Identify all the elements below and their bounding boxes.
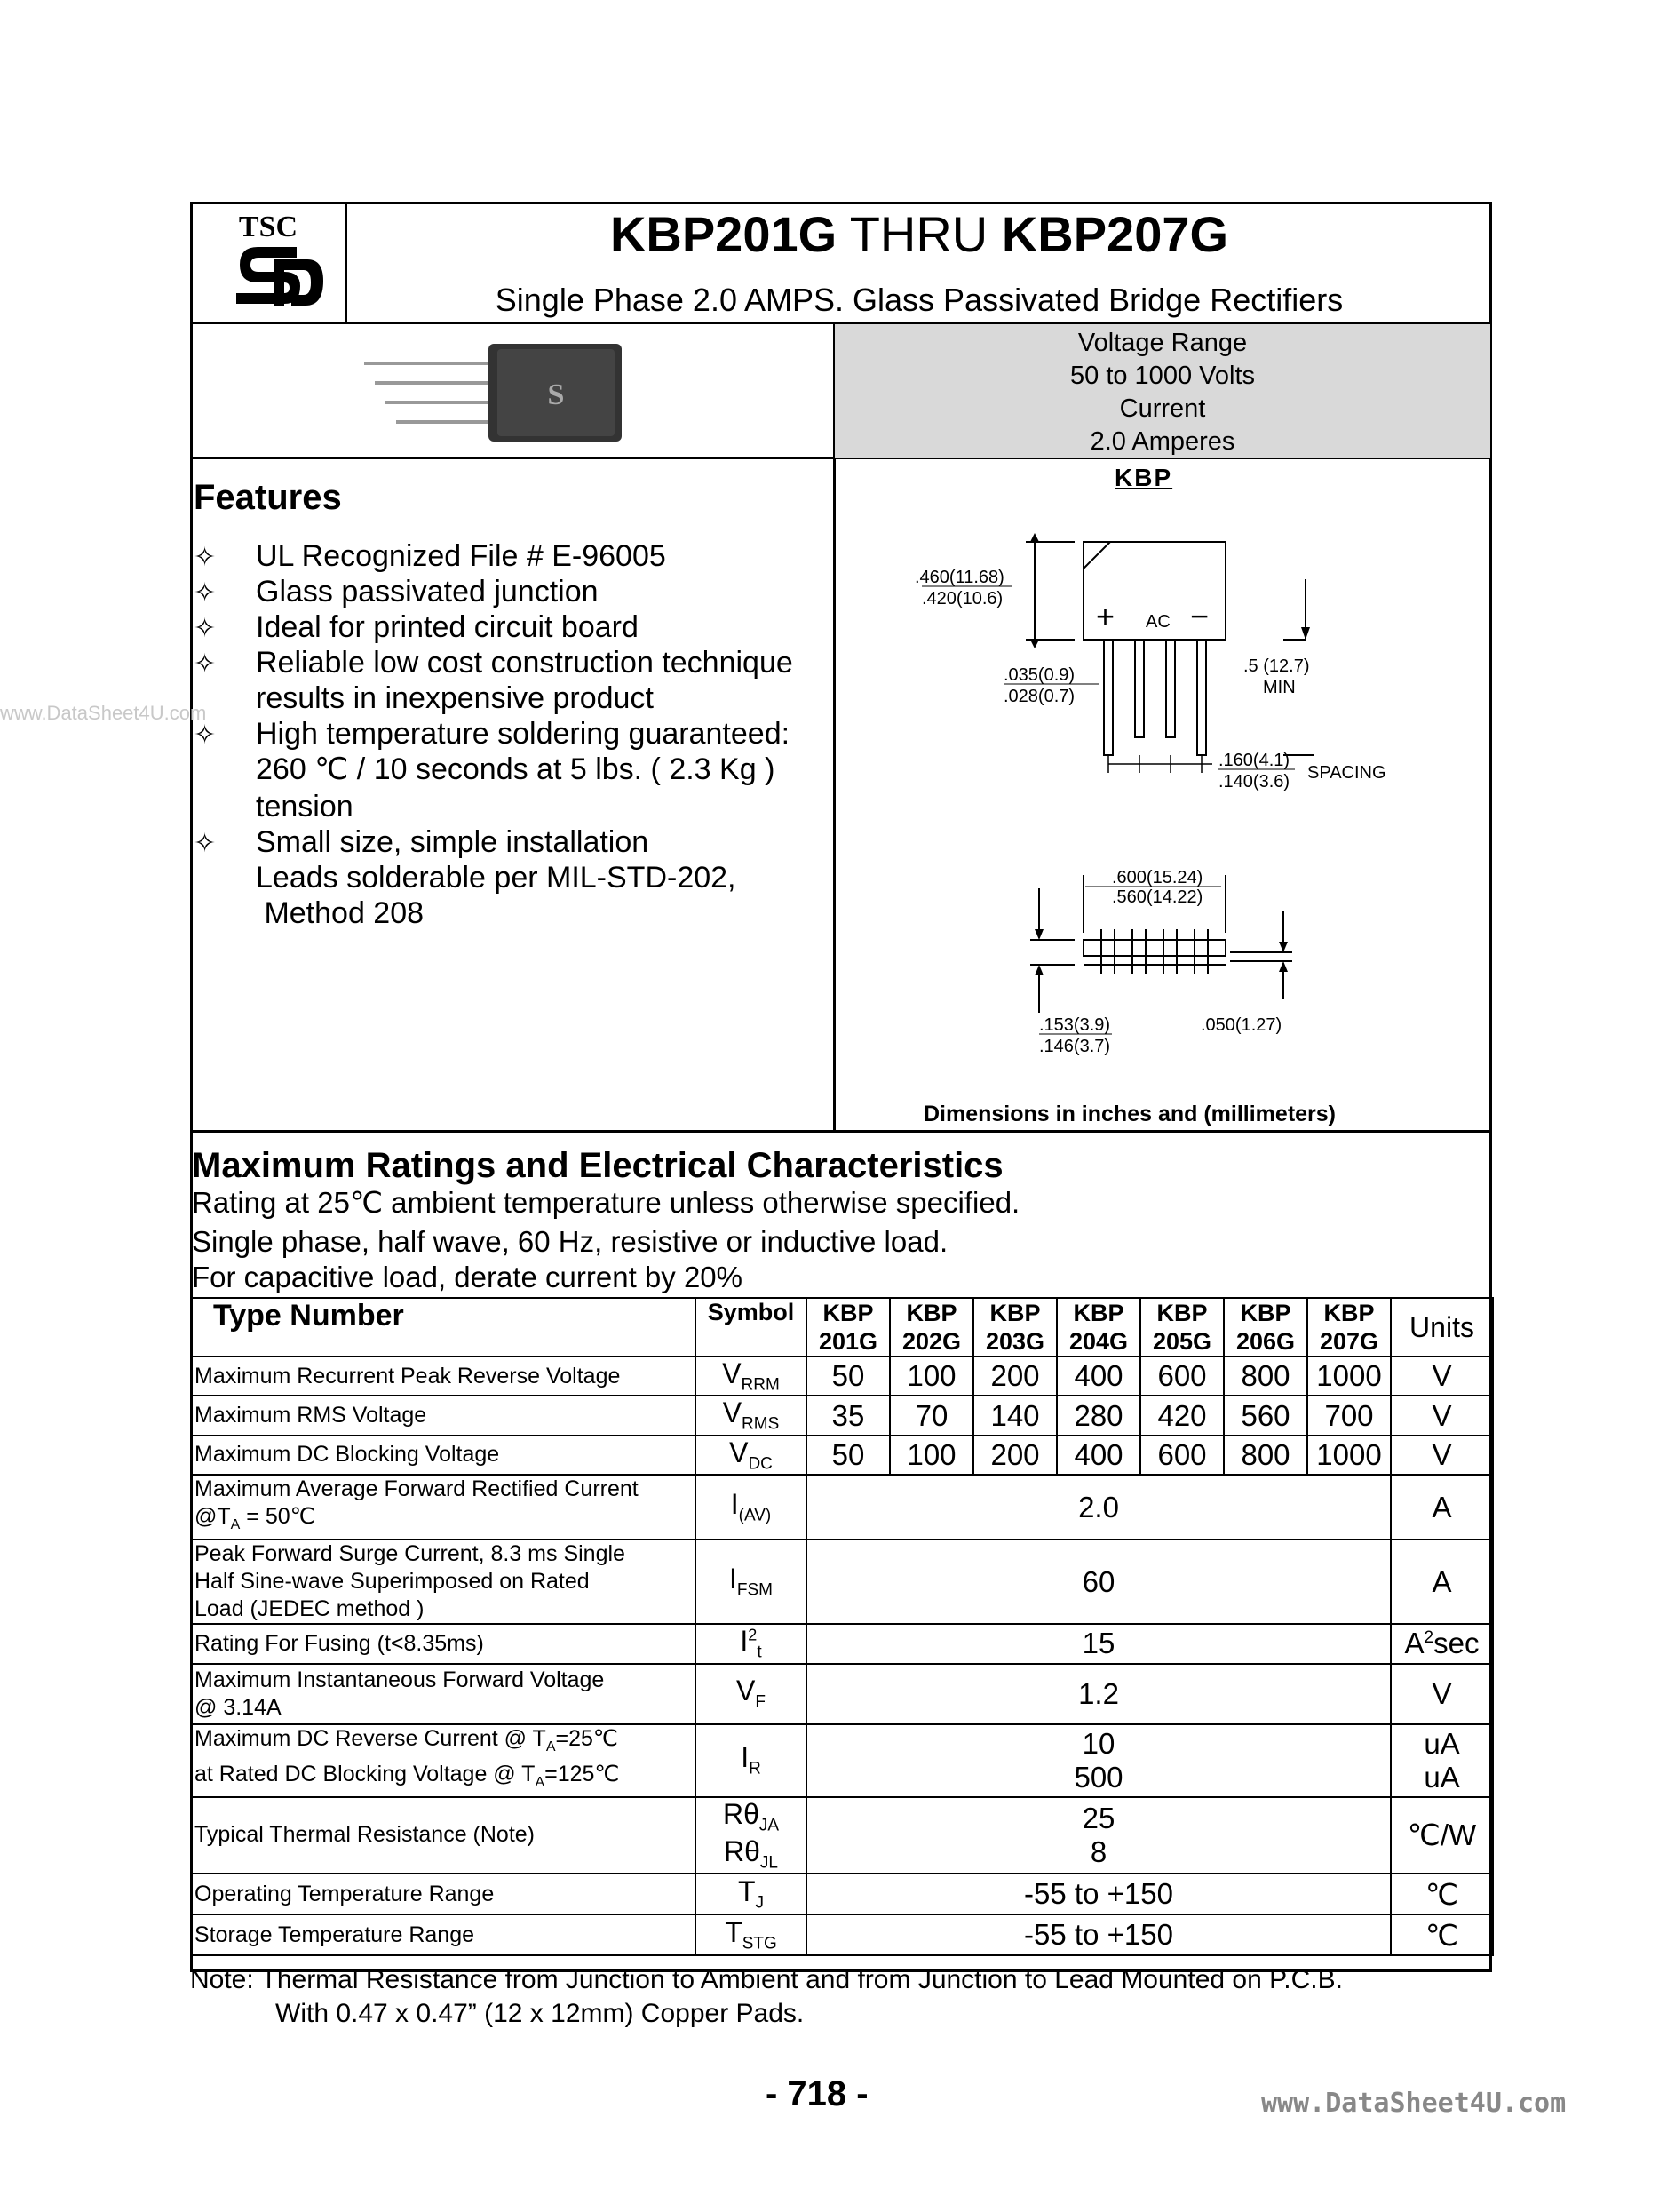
value-cell (806, 1475, 1391, 1540)
value-cell: 1000 (1307, 1357, 1391, 1396)
unit-cell (1391, 1396, 1493, 1435)
value-cell: 420 (1140, 1396, 1224, 1435)
symbol-cell (695, 1914, 806, 1955)
header-model (890, 1298, 973, 1357)
symbol-sub: RRM (741, 1375, 780, 1395)
value-text: 10 (1082, 1726, 1115, 1760)
desc-text: Maximum RMS Voltage (194, 1403, 427, 1428)
desc-text: at Rated DC Blocking Voltage @ T (194, 1761, 536, 1786)
unit-text: ℃ (1425, 1918, 1459, 1952)
unit-cell (1391, 1797, 1493, 1874)
symbol-main: V (722, 1396, 742, 1429)
row-description (191, 1624, 695, 1663)
desc-text: @T (194, 1504, 231, 1530)
desc-rest: =25℃ (555, 1725, 618, 1751)
unit-text: ℃/W (1407, 1818, 1477, 1852)
feature-item (194, 895, 424, 931)
desc-line (194, 1667, 692, 1694)
desc-line (194, 1630, 692, 1658)
model-suffix: 206G (1235, 1328, 1296, 1355)
unit-text: A (1404, 1627, 1425, 1660)
desc-line (194, 1595, 692, 1623)
feature-text: Method 208 (256, 896, 425, 930)
value-cell (806, 1914, 1391, 1955)
unit-cell (1391, 1357, 1493, 1396)
value-text: 1.2 (1078, 1676, 1119, 1710)
feature-text: 260 ℃ / 10 seconds at 5 lbs. ( 2.3 Kg ) (256, 752, 775, 786)
table-row (191, 1357, 1493, 1396)
desc-text: Storage Temperature Range (194, 1922, 475, 1947)
value-cell: 400 (1057, 1436, 1140, 1475)
feature-item (194, 824, 648, 862)
feature-text: Ideal for printed circuit board (256, 610, 639, 644)
unit-sup: 2 (1424, 1628, 1434, 1648)
table-row (191, 1624, 1493, 1663)
footnote-line-1: Note: Thermal Resistance from Junction to Ambient and from Junction to Lead Mounted on P.C.B. (190, 1965, 1343, 1994)
desc-line (194, 1402, 692, 1429)
symbol-sub: DC (748, 1454, 773, 1474)
tsc-logo (192, 204, 345, 320)
symbol-sub: (AV) (738, 1506, 772, 1525)
bullet-icon: ✧ (194, 614, 217, 643)
footnote (190, 1963, 1343, 2031)
package-name: KBP (1115, 464, 1173, 491)
table-row (191, 1475, 1493, 1540)
value-cell: 35 (806, 1396, 890, 1435)
desc-rest: = 50℃ (240, 1504, 315, 1530)
unit-cell (1391, 1664, 1493, 1724)
value-cell (806, 1874, 1391, 1914)
svg-text:−: − (1190, 598, 1210, 634)
symbol-main: T (737, 1875, 756, 1908)
value-cell: 50 (806, 1436, 890, 1475)
header-symbol: Symbol (695, 1298, 806, 1357)
svg-text:.146(3.7): .146(3.7) (1039, 1037, 1111, 1056)
bullet-icon: ✧ (194, 649, 217, 679)
watermark-left: www.DataSheet4U.com (0, 702, 207, 724)
row-description (191, 1396, 695, 1435)
unit-text: V (1432, 1359, 1452, 1393)
desc-line (194, 1881, 692, 1908)
symbol-main: I (740, 1625, 749, 1658)
desc-line (194, 1363, 692, 1390)
feature-text: Leads solderable per MIL-STD-202, (256, 861, 736, 895)
value-cell: 560 (1224, 1396, 1307, 1435)
desc-text: Rating For Fusing (t<8.35ms) (194, 1630, 484, 1656)
feature-text: High temperature soldering guaranteed: (256, 717, 790, 751)
page-subtitle: Single Phase 2.0 AMPS. Glass Passivated Bridge Rectifiers (495, 282, 1344, 318)
feature-text: Reliable low cost construction technique (256, 646, 793, 680)
desc-text: Half Sine-wave Superimposed on Rated (194, 1569, 590, 1595)
desc-line (194, 1821, 692, 1849)
model-suffix: 204G (1068, 1328, 1129, 1355)
svg-text:AC: AC (1146, 612, 1171, 632)
model-suffix: 205G (1152, 1328, 1212, 1355)
value-cell: 200 (973, 1436, 1057, 1475)
svg-text:+: + (1096, 598, 1115, 634)
symbol-cell (695, 1664, 806, 1724)
feature-item (194, 609, 639, 647)
value-cell (806, 1797, 1391, 1874)
dimensions-caption: Dimensions in inches and (millimeters) (924, 1102, 1337, 1126)
svg-text:S: S (547, 378, 565, 411)
svg-text:.5 (12.7): .5 (12.7) (1243, 656, 1310, 676)
model-prefix: KBP (822, 1300, 874, 1326)
value-cell (806, 1664, 1391, 1724)
svg-text:.460(11.68): .460(11.68) (915, 568, 1004, 587)
svg-text:.028(0.7): .028(0.7) (1004, 687, 1076, 706)
value-text: -55 to +150 (1024, 1877, 1173, 1911)
model-prefix: KBP (1323, 1300, 1375, 1326)
header-model (1057, 1298, 1140, 1357)
symbol-main: I (741, 1741, 750, 1774)
component-image (364, 333, 648, 453)
unit-cell (1391, 1624, 1493, 1663)
feature-item (194, 680, 654, 716)
features-divider (190, 1130, 1492, 1133)
value-cell: 800 (1224, 1436, 1307, 1475)
svg-text:MIN: MIN (1263, 678, 1296, 697)
symbol-sub: FSM (736, 1580, 773, 1600)
table-row (191, 1436, 1493, 1475)
value-text: 25 (1082, 1801, 1115, 1834)
ratings-table (190, 1297, 1494, 1956)
desc-text: Maximum Recurrent Peak Reverse Voltage (194, 1363, 621, 1388)
value-cell: 700 (1307, 1396, 1391, 1435)
desc-sub: A (230, 1517, 241, 1533)
svg-text:.140(3.6): .140(3.6) (1218, 772, 1290, 792)
symbol-sub: JL (759, 1853, 778, 1873)
desc-text: Maximum Instantaneous Forward Voltage (194, 1667, 605, 1692)
unit-text: V (1432, 1398, 1452, 1432)
unit-rest: sec (1433, 1627, 1480, 1660)
watermark-footer: www.DataSheet4U.com (1261, 2088, 1567, 2119)
unit-text: uA (1424, 1726, 1460, 1760)
svg-text:.600(15.24): .600(15.24) (1112, 868, 1203, 887)
symbol-sub: RMS (742, 1414, 780, 1434)
symbol-main: I (730, 1488, 739, 1521)
ratings-title: Maximum Ratings and Electrical Characteristics (192, 1146, 1004, 1185)
value-cell: 70 (890, 1396, 973, 1435)
voltage-range-label: Voltage Range (1077, 329, 1248, 357)
header-units: Units (1391, 1298, 1493, 1357)
symbol-main: V (729, 1436, 749, 1468)
svg-text:.160(4.1): .160(4.1) (1218, 751, 1290, 770)
bullet-icon: ✧ (194, 543, 217, 572)
svg-text:.420(10.6): .420(10.6) (922, 589, 1004, 609)
desc-line (194, 1922, 692, 1949)
symbol-cell (695, 1357, 806, 1396)
table-row (191, 1874, 1493, 1914)
value-cell: 600 (1140, 1436, 1224, 1475)
table-row (191, 1914, 1493, 1955)
value-cell: 400 (1057, 1357, 1140, 1396)
symbol-cell (695, 1436, 806, 1475)
row-description (191, 1475, 695, 1540)
desc-text: Operating Temperature Range (194, 1881, 495, 1906)
unit-text: A (1432, 1564, 1452, 1598)
symbol-sup: 2 (748, 1626, 758, 1644)
symbol-cell (695, 1874, 806, 1914)
header-model (806, 1298, 890, 1357)
page-title: KBP201G THRU KBP207G (609, 206, 1229, 262)
model-prefix: KBP (906, 1300, 957, 1326)
symbol-main: Rθ (722, 1797, 759, 1830)
unit-cell (1391, 1724, 1493, 1797)
desc-text: Typical Thermal Resistance (Note) (194, 1822, 536, 1848)
desc-text: @ 3.14A (194, 1694, 282, 1720)
desc-sub: A (535, 1774, 545, 1790)
value-cell: 800 (1224, 1357, 1307, 1396)
dimension-drawing (888, 515, 1421, 1075)
desc-line (194, 1694, 692, 1722)
model-suffix: 202G (901, 1328, 962, 1355)
value-text: 2.0 (1078, 1490, 1119, 1524)
desc-text: Peak Forward Surge Current, 8.3 ms Single (194, 1541, 625, 1567)
svg-text:.153(3.9): .153(3.9) (1039, 1015, 1111, 1035)
unit-text: A (1432, 1490, 1452, 1524)
feature-text: UL Recognized File # E-96005 (256, 539, 666, 573)
unit-cell (1391, 1874, 1493, 1914)
symbol-cell (695, 1540, 806, 1624)
feature-text: Small size, simple installation (256, 825, 649, 859)
desc-rest: =125℃ (544, 1761, 620, 1786)
value-cell: 140 (973, 1396, 1057, 1435)
feature-item (194, 538, 666, 576)
model-prefix: KBP (989, 1300, 1041, 1326)
unit-cell (1391, 1540, 1493, 1624)
model-prefix: KBP (1240, 1300, 1291, 1326)
table-row (191, 1797, 1493, 1874)
feature-text: results in inexpensive product (256, 681, 654, 715)
feature-item (194, 574, 599, 611)
symbol-main: I (729, 1563, 737, 1595)
row-description (191, 1724, 695, 1797)
symbol-cell (695, 1624, 806, 1663)
range-box (835, 324, 1490, 458)
row-description (191, 1357, 695, 1396)
feature-item (194, 789, 353, 824)
value-cell (806, 1624, 1391, 1663)
model-suffix: 203G (985, 1328, 1045, 1355)
value-cell: 100 (890, 1357, 973, 1396)
features-title: Features (194, 478, 342, 517)
value-text: 8 (1090, 1834, 1107, 1868)
value-cell: 600 (1140, 1357, 1224, 1396)
symbol-main: V (722, 1357, 742, 1389)
symbol-main: V (736, 1675, 756, 1707)
header-model (1224, 1298, 1307, 1357)
model-prefix: KBP (1156, 1300, 1208, 1326)
value-text: -55 to +150 (1024, 1918, 1173, 1952)
svg-text:.050(1.27): .050(1.27) (1201, 1015, 1282, 1035)
voltage-range-value: 50 to 1000 Volts (1070, 362, 1255, 390)
symbol-main: Rθ (724, 1834, 760, 1867)
symbol-sub: STG (742, 1934, 777, 1953)
symbol-cell (695, 1724, 806, 1797)
unit-cell (1391, 1914, 1493, 1955)
desc-text: Maximum Average Forward Rectified Current (194, 1476, 639, 1502)
header-type-number: Type Number (191, 1298, 695, 1357)
svg-text:.560(14.22): .560(14.22) (1112, 887, 1203, 907)
feature-item (194, 860, 736, 895)
page-number: - 718 - (766, 2074, 869, 2113)
row-description (191, 1436, 695, 1475)
bullet-icon: ✧ (194, 578, 217, 608)
value-text: 15 (1082, 1627, 1115, 1660)
symbol-sub: t (757, 1643, 762, 1662)
table-row (191, 1396, 1493, 1435)
symbol-sub: R (749, 1759, 761, 1778)
header-model (1140, 1298, 1224, 1357)
feature-text: Glass passivated junction (256, 575, 599, 609)
value-cell (806, 1540, 1391, 1624)
value-cell: 280 (1057, 1396, 1140, 1435)
row-description (191, 1914, 695, 1955)
feature-item (194, 716, 790, 753)
ratings-note-3: For capacitive load, derate current by 20% (192, 1261, 742, 1293)
value-cell: 1000 (1307, 1436, 1391, 1475)
svg-text:SPACING: SPACING (1307, 763, 1386, 783)
value-cell: 50 (806, 1357, 890, 1396)
ratings-note-1: Rating at 25℃ ambient temperature unless otherwise specified. (192, 1186, 1020, 1219)
current-value: 2.0 Amperes (1090, 427, 1235, 456)
unit-cell (1391, 1475, 1493, 1540)
table-header-row (191, 1298, 1493, 1357)
svg-text:.035(0.9): .035(0.9) (1004, 665, 1076, 685)
symbol-cell (695, 1797, 806, 1874)
desc-line (194, 1441, 692, 1468)
desc-line (194, 1540, 692, 1568)
symbol-cell (695, 1396, 806, 1435)
feature-text: tension (256, 790, 353, 824)
desc-line (194, 1761, 692, 1796)
row-description (191, 1540, 695, 1624)
table-row (191, 1540, 1493, 1624)
current-label: Current (1119, 394, 1206, 423)
unit-text: uA (1424, 1760, 1460, 1794)
logo-text: TSC (238, 211, 298, 243)
row-description (191, 1874, 695, 1914)
table-row (191, 1724, 1493, 1797)
model-suffix: 201G (818, 1328, 878, 1355)
bullet-icon: ✧ (194, 720, 217, 750)
value-cell: 100 (890, 1436, 973, 1475)
desc-line (194, 1568, 692, 1595)
desc-line (194, 1725, 692, 1761)
model-prefix: KBP (1073, 1300, 1124, 1326)
unit-cell (1391, 1436, 1493, 1475)
symbol-sub: J (755, 1893, 765, 1913)
row-description (191, 1664, 695, 1724)
header-model (1307, 1298, 1391, 1357)
model-suffix: 207G (1319, 1328, 1379, 1355)
value-text: 60 (1082, 1564, 1115, 1598)
footnote-line-2: With 0.47 x 0.47” (12 x 12mm) Copper Pads. (275, 1999, 805, 2028)
desc-text: Maximum DC Reverse Current @ T (194, 1725, 546, 1751)
table-row (191, 1664, 1493, 1724)
ratings-note-2: Single phase, half wave, 60 Hz, resistive or inductive load. (192, 1225, 949, 1258)
desc-sub: A (545, 1739, 556, 1754)
unit-text: ℃ (1425, 1877, 1459, 1911)
desc-text: Load (JEDEC method ) (194, 1596, 425, 1622)
header-model (973, 1298, 1057, 1357)
value-cell (806, 1724, 1391, 1797)
desc-line (194, 1476, 692, 1503)
unit-text: V (1432, 1676, 1452, 1710)
symbol-main: T (725, 1916, 742, 1949)
value-text: 500 (1074, 1760, 1123, 1794)
unit-text: V (1432, 1437, 1452, 1471)
row-description (191, 1797, 695, 1874)
bullet-icon: ✧ (194, 829, 217, 858)
feature-item (194, 752, 774, 787)
desc-text: Maximum DC Blocking Voltage (194, 1442, 500, 1468)
desc-line (194, 1503, 692, 1539)
symbol-sub: JA (758, 1815, 780, 1834)
symbol-sub: F (755, 1692, 766, 1712)
feature-item (194, 645, 793, 682)
value-cell: 200 (973, 1357, 1057, 1396)
symbol-cell (695, 1475, 806, 1540)
